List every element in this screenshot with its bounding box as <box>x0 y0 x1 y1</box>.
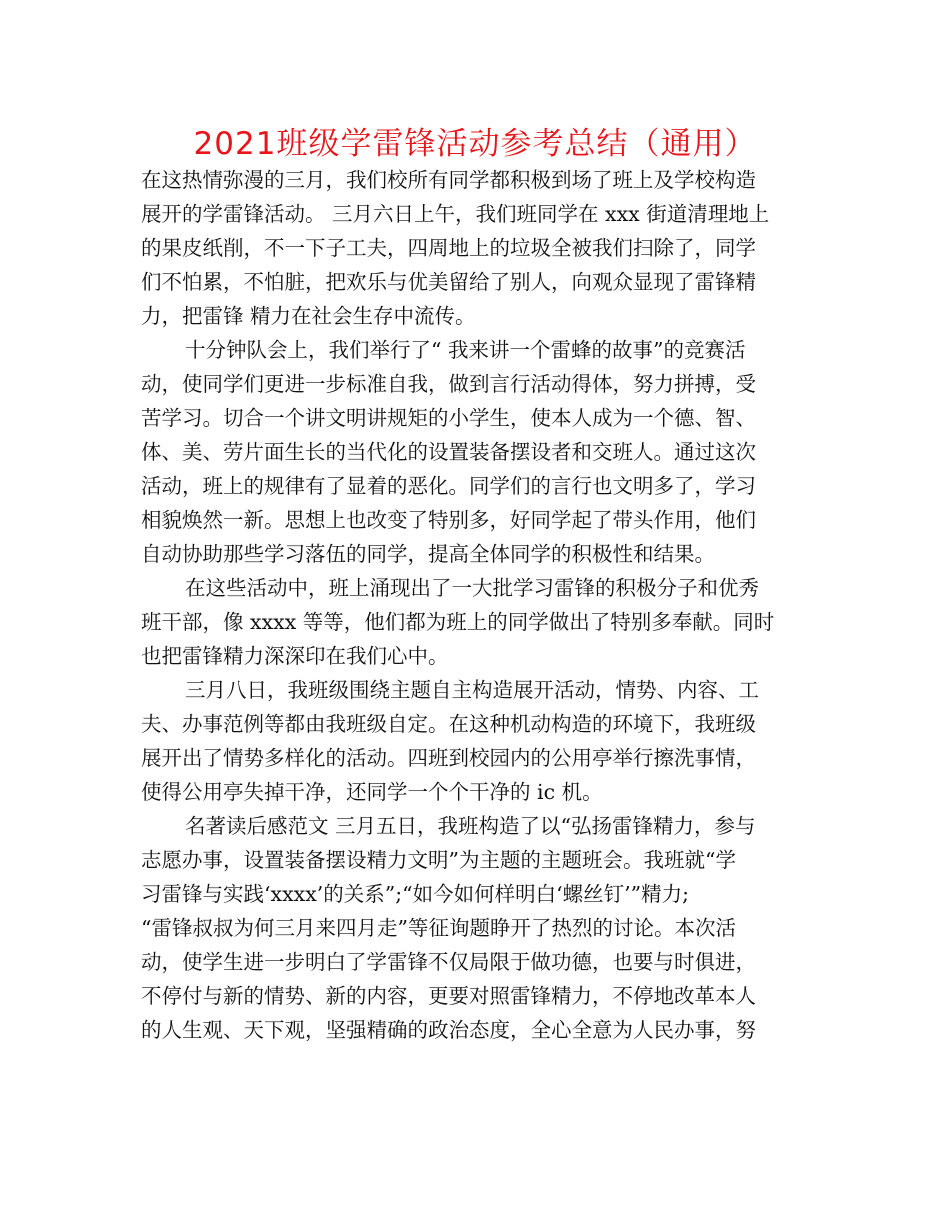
paragraph <box>141 673 821 809</box>
text-line: 在这些活动中，班上涌现出了一大批学习雷锋的积极分子和优秀 <box>185 576 759 600</box>
text-line: 三月八日，我班级围绕主题自主构造展开活动，情势、内容、工 <box>185 678 759 702</box>
text-line: 使得公用亭失掉干净，还同学一个个干净的 ic 机。 <box>141 780 603 804</box>
text-line: 也把雷锋精力深深印在我们心中。 <box>141 644 449 668</box>
text-line: 相貌焕然一新。思想上也改变了特别多，好同学起了带头作用，他们 <box>141 508 756 532</box>
text-line: 们不怕累，不怕脏，把欢乐与优美留给了别人，向观众显现了雷锋精 <box>141 270 756 294</box>
text-line: 活动，班上的规律有了显着的恶化。同学们的言行也文明多了，学习 <box>141 474 756 498</box>
text-line: “雷锋叔叔为何三月来四月走”等征询题睁开了热烈的讨论。本次活 <box>141 916 736 940</box>
paragraph <box>141 571 821 673</box>
text-line: 习雷锋与实践‘xxxx’的关系”;“如今如何样明白‘螺丝钉’”精力; <box>141 882 690 906</box>
paragraph <box>141 163 821 333</box>
text-line: 力，把雷锋 精力在社会生存中流传。 <box>141 304 476 328</box>
document-title: 2021班级学雷锋活动参考总结（通用） <box>193 126 757 162</box>
text-line: 班干部，像 xxxx 等等，他们都为班上的同学做出了特别多奉献。同时 <box>141 610 775 634</box>
text-line: 动，使同学们更进一步标准自我，做到言行活动得体，努力拼搏，受 <box>141 372 756 396</box>
paragraph <box>141 809 821 1047</box>
text-line: 夫、办事范例等都由我班级自定。在这种机动构造的环境下，我班级 <box>141 712 756 736</box>
text-line: 展开出了情势多样化的活动。四班到校园内的公用亭举行擦洗事情， <box>141 746 756 770</box>
text-line: 苦学习。切合一个讲文明讲规矩的小学生，使本人成为一个德、智、 <box>141 406 756 430</box>
text-line: 自动协助那些学习落伍的同学，提高全体同学的积极性和结果。 <box>141 542 715 566</box>
text-line: 名著读后感范文 三月五日，我班构造了以“弘扬雷锋精力，参与 <box>185 814 756 838</box>
text-line: 体、美、劳片面生长的当代化的设置装备摆设者和交班人。通过这次 <box>141 440 756 464</box>
text-line: 在这热情弥漫的三月，我们校所有同学都积极到场了班上及学校构造 <box>141 168 756 192</box>
document-body <box>141 163 821 1047</box>
text-line: 不停付与新的情势、新的内容，更要对照雷锋精力，不停地改革本人 <box>141 984 756 1008</box>
text-line: 动，使学生进一步明白了学雷锋不仅局限于做功德，也要与时俱进， <box>141 950 756 974</box>
text-line: 十分钟队会上，我们举行了“ 我来讲一个雷蜂的故事”的竞赛活 <box>185 338 746 362</box>
text-line: 展开的学雷锋活动。 三月六日上午，我们班同学在 xxx 街道清理地上 <box>141 202 770 226</box>
text-line: 的人生观、天下观，坚强精确的政治态度，全心全意为人民办事，努 <box>141 1018 756 1042</box>
paragraph <box>141 333 821 571</box>
text-line: 的果皮纸削，不一下子工夫，四周地上的垃圾全被我们扫除了，同学 <box>141 236 756 260</box>
text-line: 志愿办事，设置装备摆设精力文明”为主题的主题班会。我班就“学 <box>141 848 736 872</box>
